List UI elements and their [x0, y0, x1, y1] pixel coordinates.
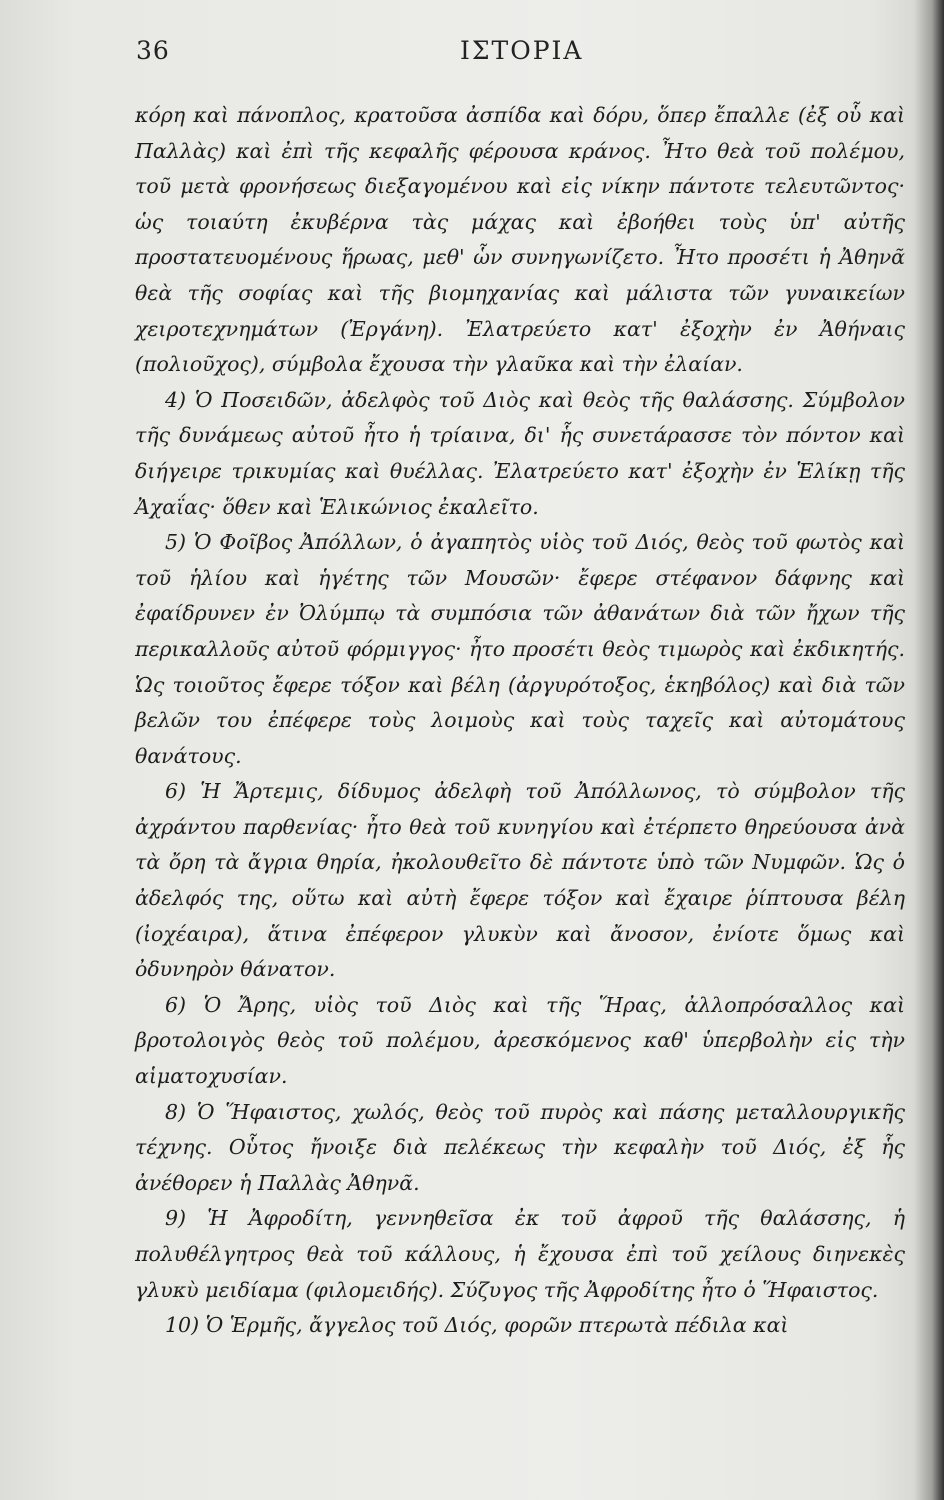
paragraph-poseidon: 4) Ὁ Ποσειδῶν, ἀδελφὸς τοῦ Διὸς καὶ θεὸς τῆς θαλάσσης. Σύμβολον τῆς δυνάμεως αὐτοῦ ἦτο ἡ τρίαινα, δι' ἧς συνετάρασσε τὸν πόντον καὶ διήγειρε τρικυμίας καὶ θυέλλας. Ἐλατρεύετο κατ' ἐξοχὴν ἐν Ἑλίκῃ τῆς Ἀχαΐας· ὅθεν καὶ Ἑλικώνιος ἐκαλεῖτο. — [135, 387, 905, 519]
page-body — [135, 98, 905, 1344]
paragraph-apollo: 5) Ὁ Φοῖβος Ἀπόλλων, ὁ ἀγαπητὸς υἱὸς τοῦ Διός, θεὸς τοῦ φωτὸς καὶ τοῦ ἡλίου καὶ ἡγέτης τῶν Μουσῶν· ἔφερε στέφανον δάφνης καὶ ἐφαίδρυνεν ἐν Ὀλύμπῳ τὰ συμπόσια τῶν ἀθανάτων διὰ τῶν ἤχων τῆς περικαλλοῦς αὐτοῦ φόρμιγγος· ἦτο προσέτι θεὸς τιμωρὸς καὶ ἐκδικητής. Ὡς τοιοῦτος ἔφερε τόξον καὶ βέλη (ἀργυρότοξος, ἑκηβόλος) καὶ διὰ τῶν βελῶν του ἐπέφερε τοὺς λοιμοὺς καὶ τοὺς ταχεῖς καὶ αὐτομάτους θανάτους. — [135, 530, 905, 768]
paragraph-hermes: 10) Ὁ Ἑρμῆς, ἄγγελος τοῦ Διός, φορῶν πτερωτὰ πέδιλα καὶ — [165, 1313, 789, 1338]
paragraph-ares: 6) Ὁ Ἄρης, υἱὸς τοῦ Διὸς καὶ τῆς Ἥρας, ἀλλοπρόσαλλος καὶ βροτολοιγὸς θεὸς τοῦ πολέμου, ἀρεσκόμενος καθ' ὑπερβολὴν εἰς τὴν αἱματοχυσίαν. — [135, 992, 905, 1089]
page-number: 36 — [136, 36, 170, 65]
paragraph-aphrodite: 9) Ἡ Ἀφροδίτη, γεννηθεῖσα ἐκ τοῦ ἀφροῦ τῆς θαλάσσης, ἡ πολυθέλγητρος θεὰ τοῦ κάλλους, ἡ ἔχουσα ἐπὶ τοῦ χείλους διηνεκὲς γλυκὺ μειδίαμα (φιλομειδής). Σύζυγος τῆς Ἀφροδίτης ἦτο ὁ Ἥφαιστος. — [135, 1206, 905, 1302]
page-gutter-shadow — [914, 0, 944, 1500]
paragraph-artemis: 6) Ἡ Ἄρτεμις, δίδυμος ἀδελφὴ τοῦ Ἀπόλλωνος, τὸ σύμβολον τῆς ἀχράντου παρθενίας· ἦτο θεὰ τοῦ κυνηγίου καὶ ἐτέρπετο θηρεύουσα ἀνὰ τὰ ὄρη τὰ ἄγρια θηρία, ἠκολουθεῖτο δὲ πάντοτε ὑπὸ τῶν Νυμφῶν. Ὡς ὁ ἀδελφός της, οὕτω καὶ αὐτὴ ἔφερε τόξον καὶ ἔχαιρε ῥίπτουσα βέλη (ἰοχέαιρα), ἅτινα ἐπέφερον γλυκὺν καὶ ἄνοσον, ἐνίοτε ὅμως καὶ ὀδυνηρὸν θάνατον. — [135, 779, 905, 982]
paragraph-athena-continued: κόρη καὶ πάνοπλος, κρατοῦσα ἀσπίδα καὶ δόρυ, ὅπερ ἔπαλλε (ἐξ οὗ καὶ Παλλὰς) καὶ ἐπὶ τῆς κεφαλῆς φέρουσα κράνος. Ἦτο θεὰ τοῦ πολέμου, τοῦ μετὰ φρονήσεως διεξαγομένου καὶ εἰς νίκην πάντοτε τελευτῶντος· ὡς τοιαύτη ἐκυβέρνα τὰς μάχας καὶ ἐβοήθει τοὺς ὑπ' αὐτῆς προστατευομένους ἥρωας, μεθ' ὧν συνηγωνίζετο. Ἦτο προσέτι ἡ Ἀθηνᾶ θεὰ τῆς σοφίας καὶ τῆς βιομηχανίας καὶ μάλιστα τῶν γυναικείων χειροτεχνημάτων (Ἐργάνη). Ἐλατρεύετο κατ' ἐξοχὴν ἐν Ἀθήναις (πολιοῦχος), σύμβολα ἔχουσα τὴν γλαῦκα καὶ τὴν ἐλαίαν. — [135, 103, 905, 377]
paragraph-hephaestus: 8) Ὁ Ἥφαιστος, χωλός, θεὸς τοῦ πυρὸς καὶ πάσης μεταλλουργικῆς τέχνης. Οὗτος ἤνοιξε διὰ πελέκεως τὴν κεφαλὴν τοῦ Διός, ἐξ ἧς ἀνέθορεν ἡ Παλλὰς Ἀθηνᾶ. — [135, 1099, 905, 1195]
running-title: ΙΣΤΟΡΙΑ — [460, 36, 584, 65]
